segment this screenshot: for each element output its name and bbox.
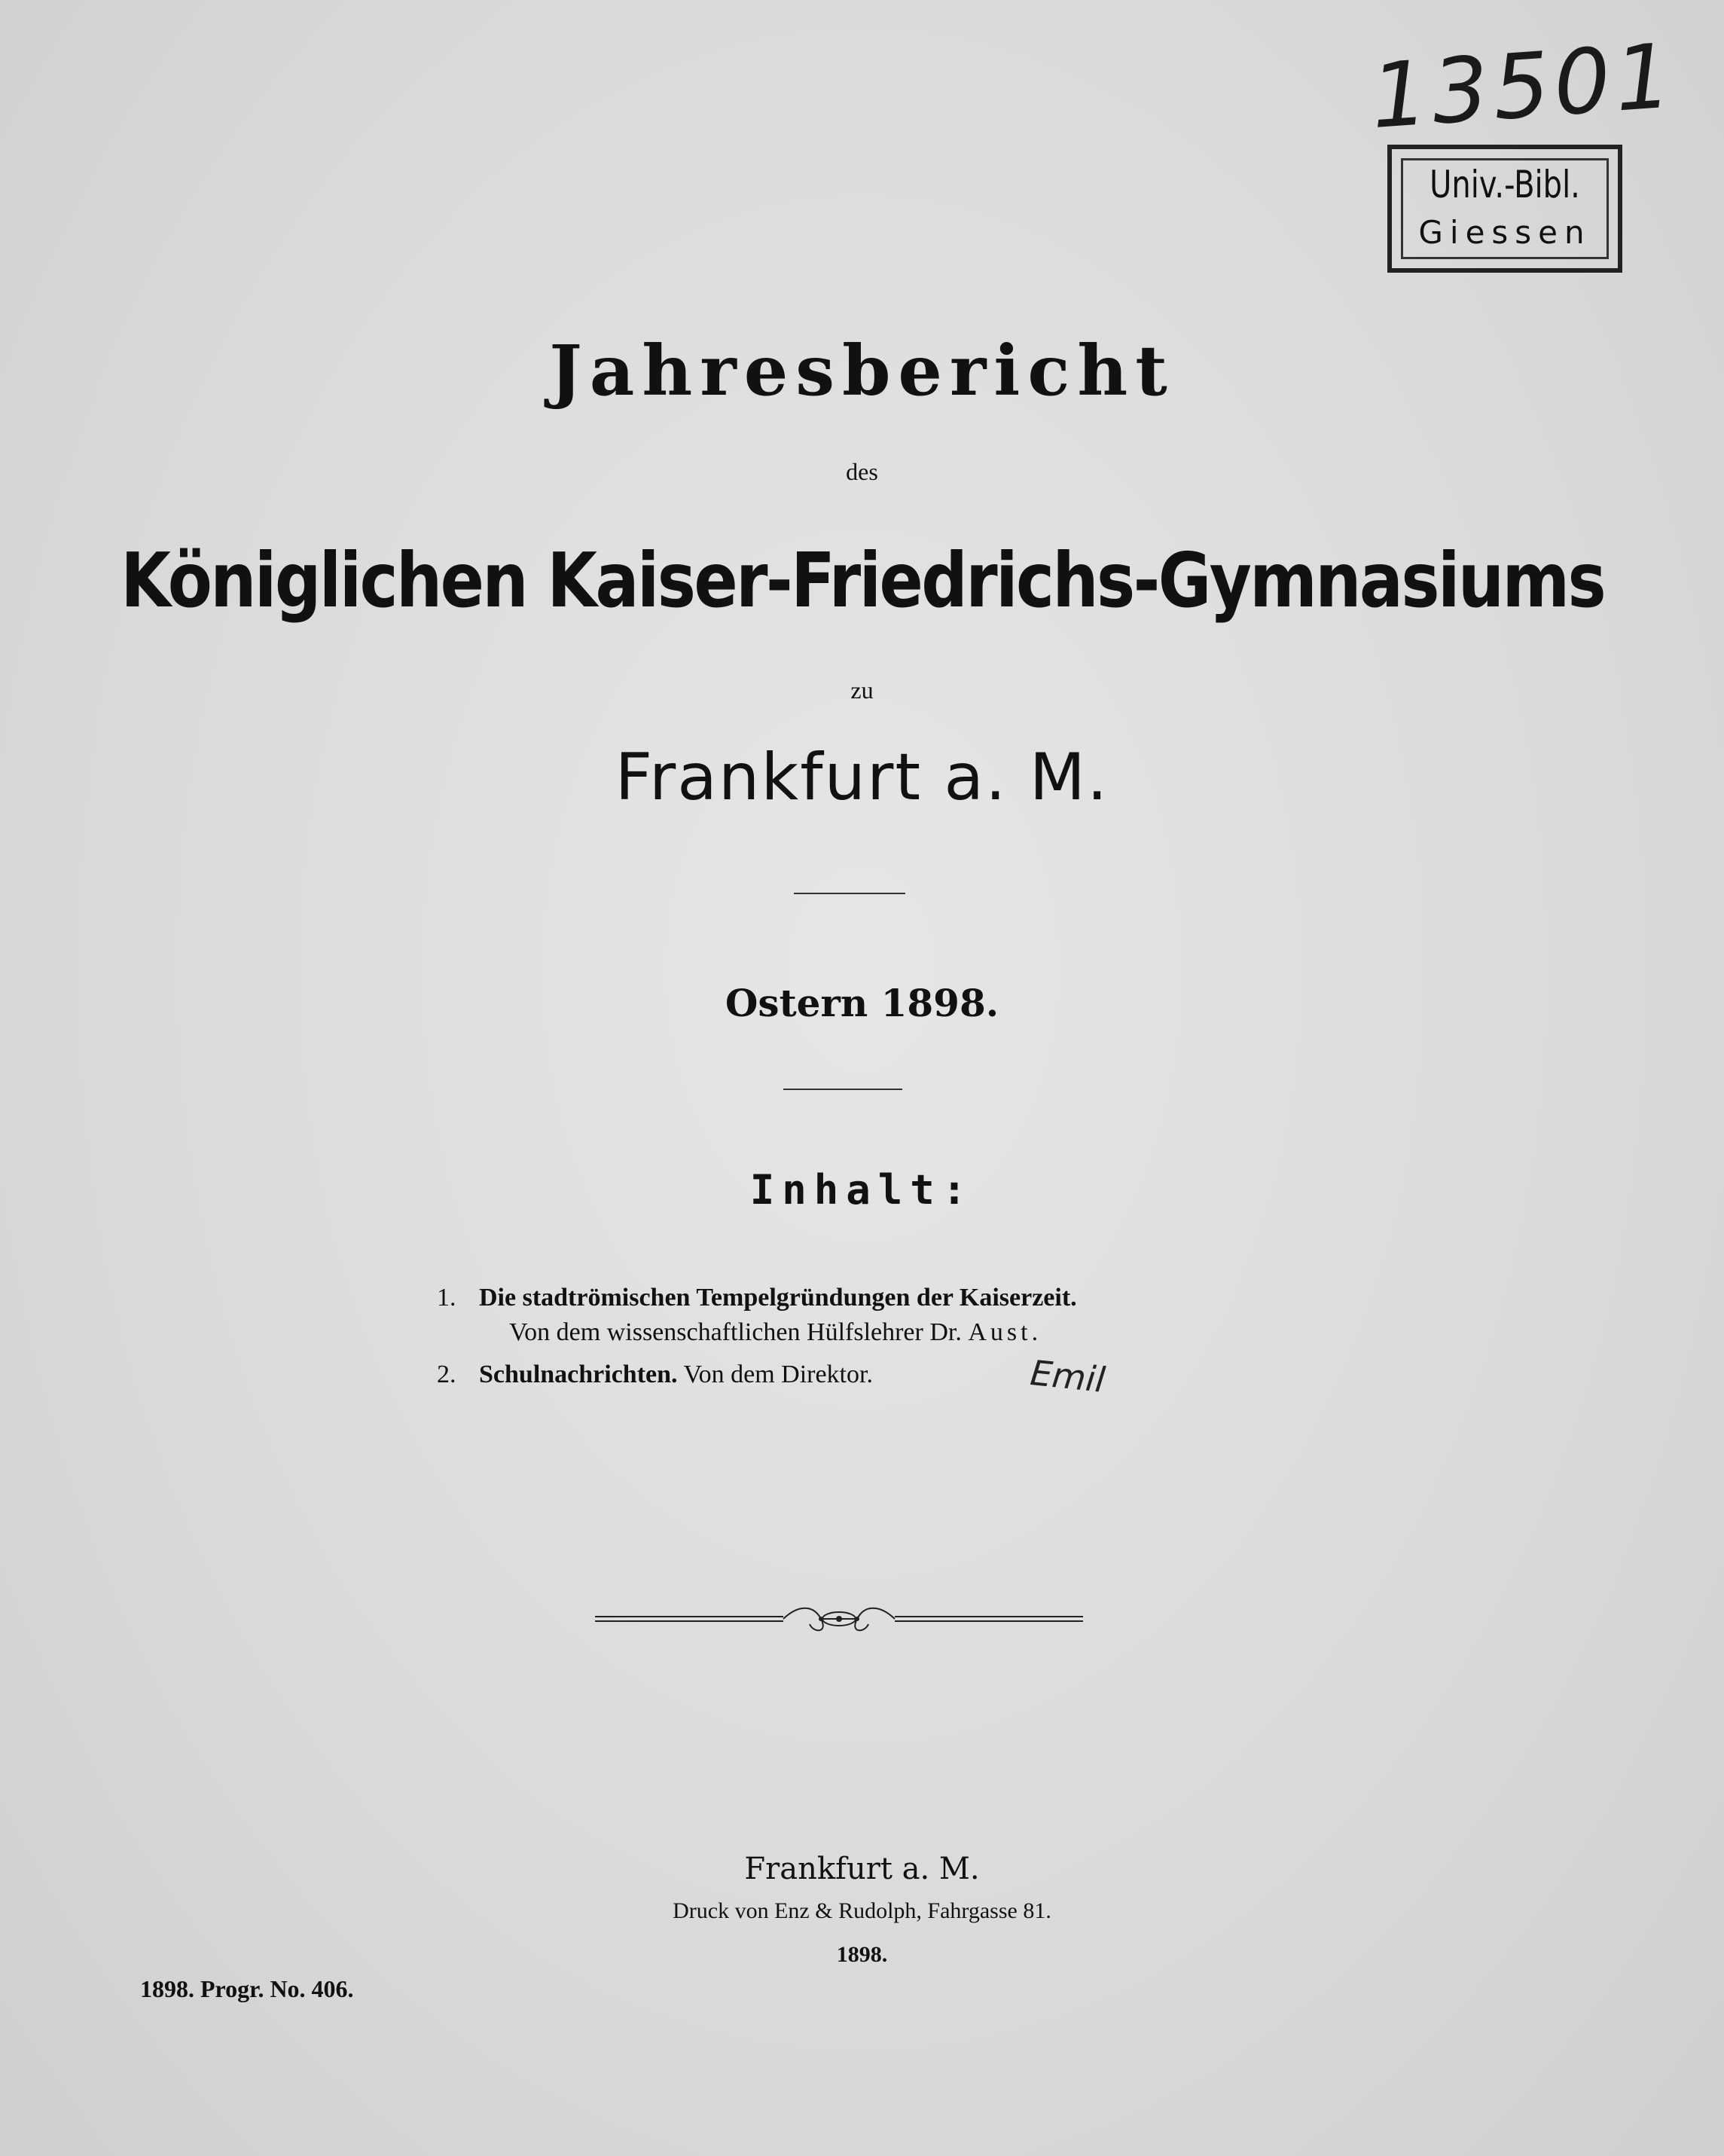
printer-year: 1898. [836,1942,888,1967]
table-of-contents [437,1281,1341,1392]
publication-date: Ostern 1898. [725,981,999,1025]
toc-item-author-line: Von dem Direktor. [683,1360,873,1388]
toc-item-author-name: Aust. [968,1318,1042,1346]
toc-item-title: Schulnachrichten. [479,1360,678,1388]
stamp-library-name: Univ.-Bibl. [1430,163,1580,206]
program-number: 1898. Progr. No. 406. [140,1975,354,2002]
stamp-city: Giessen [1418,214,1591,251]
printer-line: Druck von Enz & Rudolph, Fahrgasse 81. [673,1898,1051,1923]
toc-item [437,1357,1341,1392]
handwritten-shelf-number: 13501 [1367,23,1680,149]
printer-city: Frankfurt a. M. [744,1852,980,1886]
toc-item-author-line: Von dem wissenschaftlichen Hülfslehrer Dr. [509,1318,962,1346]
connector-zu: zu [850,676,874,704]
document-title: Jahresbericht [549,330,1175,411]
toc-item-number: 1. [437,1284,456,1312]
divider-rule [794,893,905,894]
connector-des: des [846,458,878,485]
contents-heading: Inhalt: [749,1166,975,1214]
institution-name: Königlichen Kaiser-Friedrichs-Gymnasiums [121,536,1605,625]
ornament-divider-icon [595,1597,1083,1642]
library-stamp [1387,145,1622,273]
city-name: Frankfurt a. M. [615,740,1109,815]
divider-rule [783,1089,902,1090]
handwritten-signature: Emil [1028,1351,1107,1401]
toc-item [437,1281,1341,1350]
toc-item-title: Die stadtrömischen Tempelgründungen der Kaiserzeit. [479,1284,1077,1312]
toc-item-number: 2. [437,1360,456,1388]
